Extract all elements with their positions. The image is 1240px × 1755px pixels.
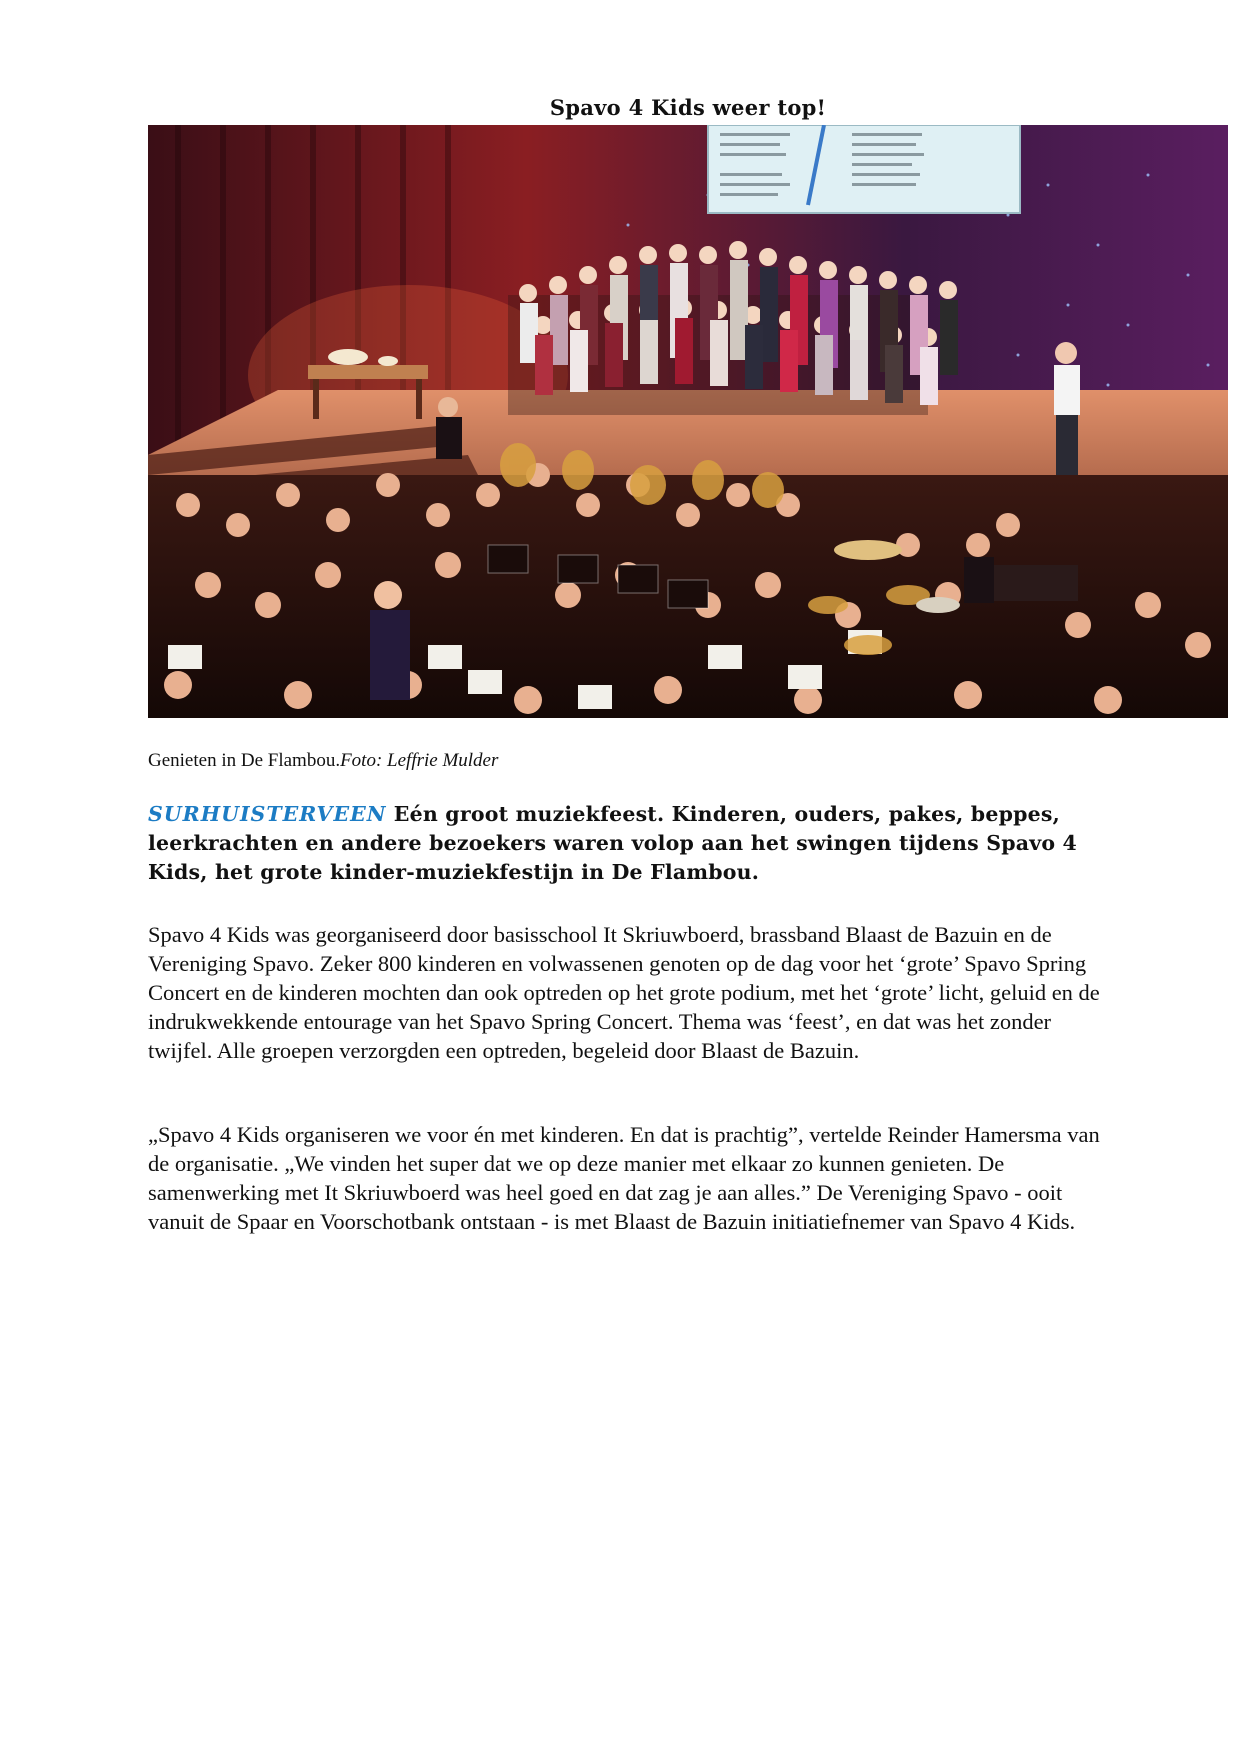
article-title: Spavo 4 Kids weer top!	[549, 95, 827, 120]
caption-text: Genieten in De Flambou.	[148, 750, 341, 771]
body-paragraph: Spavo 4 Kids was georganiseerd door basisschool It Skriuwboerd, brassband Blaast de Bazuin en de Vereniging Spavo. Zeker 800 kinderen en volwassenen genoten op de dag voor het ‘grote’ Spavo Spring Concert en de kinderen mochten dan ook optreden op het grote podium, met het ‘grote’ licht, geluid en de indrukwekkende entourage van het Spavo Spring Concert. Thema was ‘feest’, en dat was het zonder twijfel. Alle groepen verzorgden een optreden, begeleid door Blaast de Bazuin.	[148, 922, 1100, 1063]
lead-text: Eén groot muziekfeest. Kinderen, ouders, pakes, beppes, leerkrachten en andere bezoekers waren volop aan het swingen tijdens Spavo 4 Kids, het grote kinder-muziekfestijn in De Flambou.	[148, 802, 1078, 884]
concert-photo	[148, 125, 1228, 718]
dateline: SURHUISTERVEEN	[148, 802, 387, 826]
photo-credit: Foto: Leffrie Mulder	[340, 750, 499, 771]
body-paragraph: „Spavo 4 Kids organiseren we voor én met kinderen. En dat is prachtig”, vertelde Reinder Hamersma van de organisatie. „We vinden het super dat we op deze manier met elkaar zo kunnen genieten. De samenwerking met It Skriuwboerd was heel goed en dat zag je aan alles.” De Vereniging Spavo - ooit vanuit de Spaar en Voorschotbank ontstaan - is met Blaast de Bazuin initiatiefnemer van Spavo 4 Kids.	[148, 1122, 1100, 1234]
article-lead	[148, 800, 1108, 887]
photo-caption	[148, 750, 498, 772]
